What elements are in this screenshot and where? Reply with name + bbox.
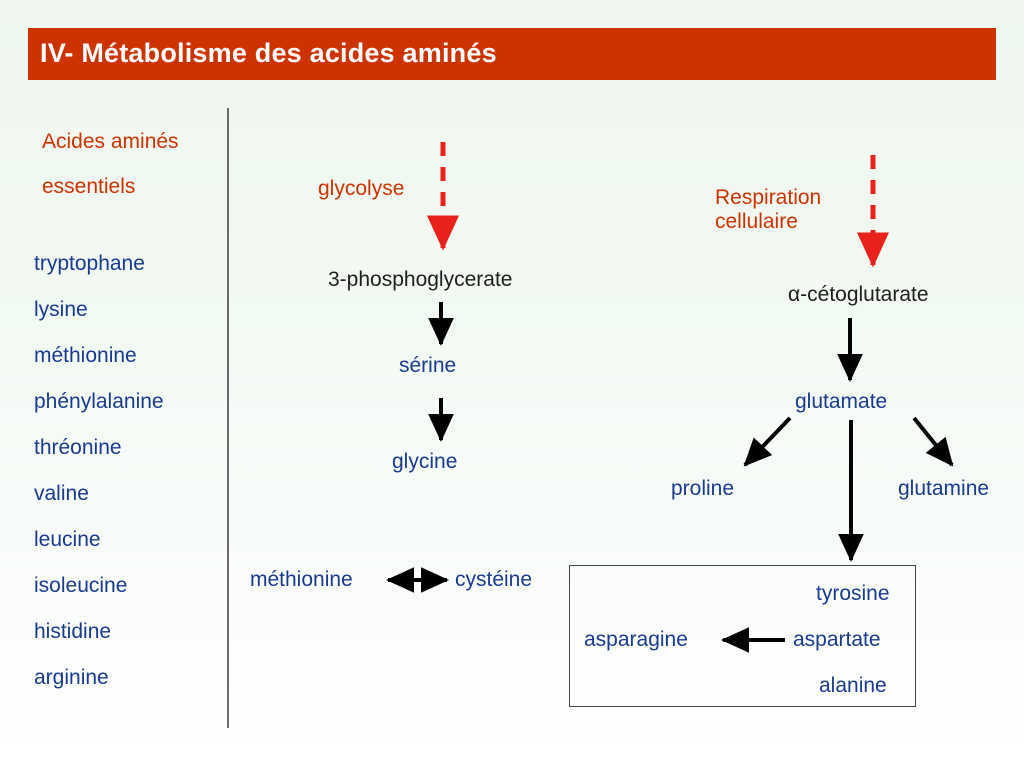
arrow-glutamate-glutamine	[914, 418, 952, 465]
node-glutamine: glutamine	[898, 477, 990, 500]
node-serine: sérine	[399, 354, 457, 377]
node-glutamate: glutamate	[795, 390, 888, 413]
sidebar-item-methionine: méthionine	[34, 344, 137, 367]
node-glycine: glycine	[392, 450, 458, 473]
sidebar-item-valine: valine	[34, 482, 89, 505]
label-respiration-cellulaire	[715, 186, 821, 234]
page-title: IV- Métabolisme des acides aminés	[40, 38, 497, 68]
vertical-divider	[227, 108, 229, 728]
sidebar-heading-line2: essentiels	[42, 175, 136, 198]
sidebar-item-phenylalanine: phénylalanine	[34, 390, 164, 413]
slide-title-bar	[28, 28, 996, 80]
node-aspartate: aspartate	[793, 628, 881, 651]
sidebar-item-histidine: histidine	[34, 620, 112, 643]
node-alanine: alanine	[819, 674, 887, 697]
node-cysteine: cystéine	[455, 568, 533, 591]
node-3-phosphoglycerate: 3-phosphoglycerate	[328, 268, 513, 291]
node-alpha-cetoglutarate: α-cétoglutarate	[788, 283, 929, 306]
sidebar-item-isoleucine: isoleucine	[34, 574, 128, 597]
sidebar-item-tryptophane: tryptophane	[34, 252, 145, 275]
node-methionine: méthionine	[250, 568, 353, 591]
sidebar-item-threonine: thréonine	[34, 436, 122, 459]
sidebar-item-arginine: arginine	[34, 666, 109, 689]
sidebar-item-leucine: leucine	[34, 528, 101, 551]
sidebar-item-lysine: lysine	[34, 298, 88, 321]
label-respiration-line1: Respiration	[715, 186, 822, 209]
label-glycolyse: glycolyse	[318, 177, 405, 200]
label-respiration-line2: cellulaire	[715, 210, 798, 233]
node-asparagine: asparagine	[584, 628, 688, 651]
node-tyrosine: tyrosine	[816, 582, 890, 605]
node-proline: proline	[671, 477, 735, 500]
sidebar-heading-line1: Acides aminés	[42, 130, 179, 153]
arrow-glutamate-proline	[745, 418, 790, 465]
